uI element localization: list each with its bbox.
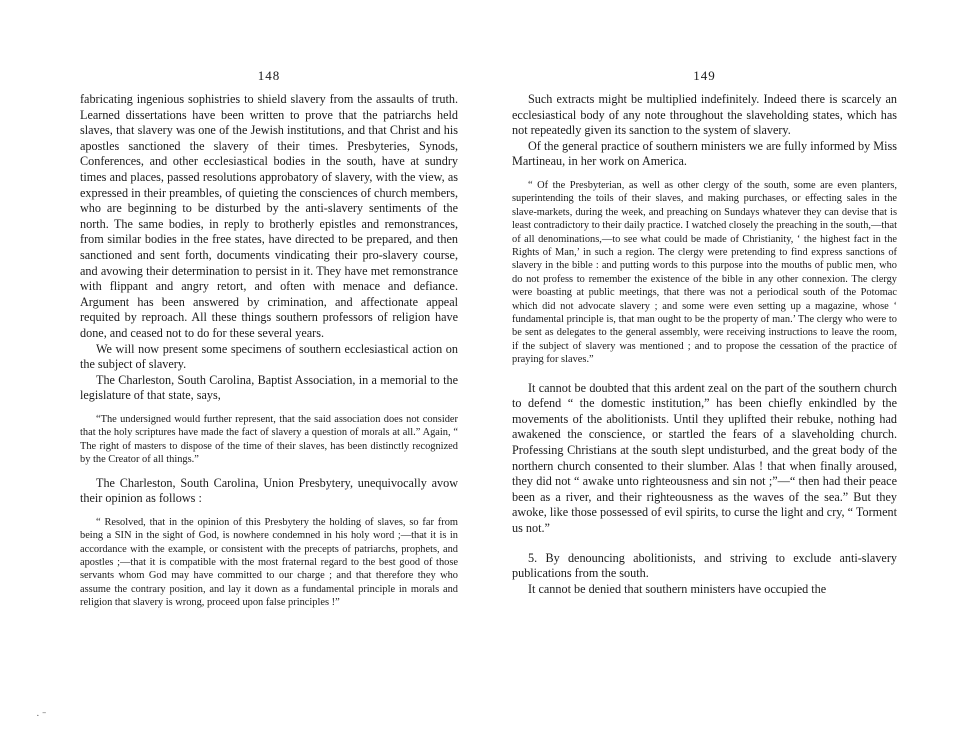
paragraph: It cannot be doubted that this ardent zeal on the part of the southern church to defend “ the domestic institution,” has been chiefly enkindled by the movements of the abolitionists. Until they uplifted their rebuke, nothing had awakened the conscience, or startled the fears of a slaveholding church. Professing Christians at the south slept undisturbed, and the great body of the northern church consented to their slumber. Alas ! that when finally aroused, they did not “ awake unto righteousness and sin not ;”—“ then had their peace been as a river, and their righteousness as the waves of the sea.” But they awoke, like those possessed of evil spirits, to curse the light and cry, “ Torment us not.” <box>512 380 897 535</box>
corner-mark: · ˉ <box>36 710 47 722</box>
paragraph: Such extracts might be multiplied indefinitely. Indeed there is scarcely an ecclesiastical body of any note throughout the slaveholding states, which has not repeatedly given its sanction to the system of slavery. <box>512 92 897 138</box>
page-number-left: 148 <box>257 68 281 83</box>
paragraph: Of the general practice of southern ministers we are fully informed by Miss Martineau, in her work on America. <box>512 138 897 169</box>
right-page-body <box>512 92 897 597</box>
paragraph: The Charleston, South Carolina, Baptist Association, in a memorial to the legislature of that state, says, <box>80 372 458 403</box>
left-page-body <box>80 92 458 610</box>
right-page <box>512 0 897 741</box>
paragraph: We will now present some specimens of southern ecclesiastical action on the subject of slavery. <box>80 341 458 372</box>
paragraph: “The undersigned would further represent, that the said association does not consider that the holy scriptures have made the fact of slavery a question of morals at all.” Again, “ The right of masters to dispose of the time of their slaves, has been distinctly recognized by the Creator of all things.” <box>80 413 458 466</box>
paragraph: It cannot be denied that southern ministers have occupied the <box>528 581 827 596</box>
page-number-right: 149 <box>693 68 716 83</box>
left-page <box>80 0 458 741</box>
paragraph: “ Resolved, that in the opinion of this Presbytery the holding of slaves, so far from being a SIN in the sight of God, is nowhere condemned in his holy word ;—that it is in accordance with the example, or consistent with the precepts of patriarchs, prophets, and apostles ;—that it is compatible with the most fraternal regard to the best good of those servants whom God may have committed to our charge ; and that therefore they who assume the contrary position, and lay it down as a fundamental principle in morals and religion that slavery is wrong, proceed upon false principles !” <box>80 516 458 609</box>
paragraph: 5. By denouncing abolitionists, and striving to exclude anti-slavery publications from the south. <box>512 550 897 581</box>
paragraph: The Charleston, South Carolina, Union Presbytery, unequivocally avow their opinion as follows : <box>80 475 458 506</box>
paragraph: fabricating ingenious sophistries to shield slavery from the assaults of truth. Learned dissertations have been written to prove that the patriarchs held slaves, that slavery was one of the Jewish institutions, and that Christ and his apostles sanctioned the slavery of their times. Presbyteries, Synods, Conferences, and other ecclesiastical bodies in the south, have at sundry times and places, passed resolutions approbatory of slavery, with the view, as expressed in their preambles, of quieting the consciences of church members, who are beginning to be disturbed by the anti-slavery sentiments of the north. The same bodies, in reply to brotherly epistles and remonstrances, from similar bodies in the free states, have directed to be prepared, and then sanctioned and sent forth, documents vindicating their pro-slavery course, and avowing their determination to persist in it. They have met remonstrance with flippant and angry retort, and often with menace and defiance. Argument has been answered by crimination, and affectionate appeal requited by reproach. All these things southern professors of religion have done, and ceased not to do for these several years. <box>80 92 458 340</box>
paragraph: “ Of the Presbyterian, as well as other clergy of the south, some are even planters, superintending the toils of their slaves, and making purchases, or effecting sales in the slave-markets, during the week, and preaching on Sundays whatever they can devise that is least contradictory to their daily practice. I watched closely the preaching in the south,—that of all denominations,—to see what could be made of Christianity, ‘ the highest fact in the Rights of Man,’ in such a region. The clergy were pretending to find express sanctions of slavery in the bible : and putting words to this purpose into the mouths of public men, who do not profess to remember the existence of the bible in any other connexion. The clergy were boasting at public meetings, that there was not a periodical south of the Potomac which did not advocate slavery ; and some were even setting up a magazine, whose ‘ fundamental principle is, that man ought to be the property of man.’ The clergy who were to be sent as delegates to the general assembly, were receiving instructions to leave the room, if the subject of slavery was mentioned ; and to propose the cessation of the practice of praying for slaves.” <box>512 179 897 366</box>
